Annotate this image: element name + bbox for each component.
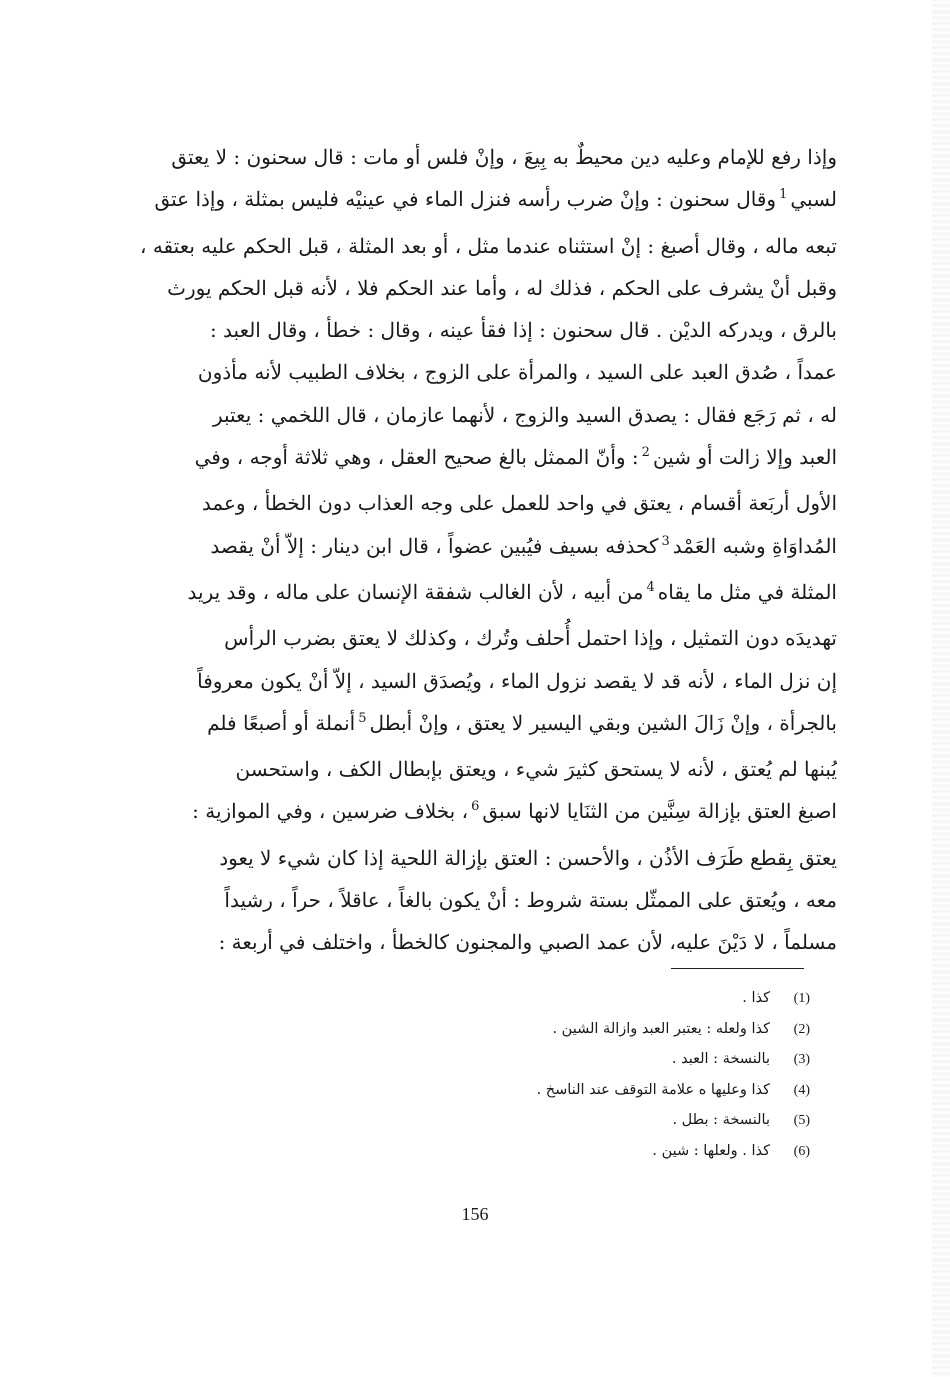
footnote-separator [671, 968, 804, 969]
page-number: 156 [461, 1204, 489, 1224]
text-line: تبعه ماله ، وقال أصبغ : إنْ استثناه عندما مثل ، أو بعد المثلة ، قبل الحكم عليه بعتقه ، [140, 233, 837, 258]
footnote-item [170, 1136, 810, 1167]
footnote-text: كذا وعليها ه علامة التوقف عند الناسخ . [536, 1081, 770, 1098]
text-segment: المثلة في مثل ما يقاه [657, 579, 837, 604]
text-line: له ، ثم رَجَع فقال : يصدق السيد والزوج ، لأنهما عازمان ، قال اللخمي : يعتبر [212, 402, 837, 427]
footnote-item [170, 1105, 810, 1136]
text-segment: من أبيه ، لأن الغالب شفقة الإنسان على ماله ، وقد يريد [187, 579, 644, 604]
footnote-text: كذا . [742, 990, 770, 1006]
footnote-number: (2) [793, 1021, 810, 1037]
text-line: معه ، ويُعتق على الممثّل بستة شروط : أنْ يكون بالغاً ، عاقلاً ، حراً ، رشيداً [224, 888, 837, 913]
footnote-number: (5) [793, 1113, 810, 1128]
text-segment: بالجرأة ، وإنْ زَالَ الشين وبقي اليسير لا يعتق ، وإنْ أبطل [369, 710, 837, 735]
text-segment: ، بخلاف ضرسين ، وفي الموازية : [192, 799, 469, 824]
text-line: إن نزل الماء ، لأنه قد لا يقصد نزول الماء ، ويُصدَق السيد ، إلاّ أنْ يكون معروفاً [197, 668, 837, 693]
footnote-item [170, 1044, 810, 1075]
footnote-item [170, 983, 810, 1014]
text-line [127, 790, 837, 836]
text-line: يُبنها لم يُعتق ، لأنه لا يستحق كثيرَ شيء ، ويعتق بإبطال الكف ، واستحسن [235, 757, 837, 782]
footnote-number: (3) [793, 1052, 810, 1067]
footnote-number: (6) [793, 1143, 810, 1159]
footnote-text: كذا ولعله : يعتبر العبد وازالة الشين . [552, 1020, 770, 1037]
text-line: مسلماً ، لا دَيْنَ عليه، لأن عمد الصبي والمجنون كالخطأ ، واختلف في أربعة : [218, 930, 837, 955]
footnote-number: (1) [793, 991, 810, 1006]
text-segment: العبد وإلا زالت أو شين [652, 445, 837, 470]
text-line: الأول أربَعة أقسام ، يعتق في واحد للعمل على وجه العذاب دون الخطأ ، وعمد [201, 491, 837, 516]
footnotes-list [170, 983, 810, 1166]
text-segment: لسبي [790, 187, 837, 212]
text-line [127, 178, 837, 224]
text-line: يعتق بِقطع طَرَف الأذُن ، والأحسن : العتق بإزالة اللحية إذا كان شيء لا يعود [219, 845, 837, 870]
text-line: بالرق ، ويدركه الديْن . قال سحنون : إذا فقأ عينه ، وقال : خطأ ، وقال العبد : [209, 318, 837, 343]
footnote-number: (4) [793, 1082, 810, 1098]
footnote-item [170, 1075, 810, 1106]
text-line: تهديدَه دون التمثيل ، وإذا احتمل أُحلف وتُرك ، وكذلك لا يعتق بضرب الرأس [224, 626, 837, 651]
text-line: وقبل أنْ يشرف على الحكم ، فذلك له ، وأما عند الحكم فلا ، لأنه قبل الحكم يورث [167, 275, 837, 300]
footnote-text: بالنسخة : بطل . [672, 1112, 770, 1128]
footnote-marker: 3 [661, 533, 670, 549]
scan-edge [932, 0, 950, 1377]
footnote-marker: 6 [471, 799, 480, 815]
text-segment: أنملة أو أصبعًا فلم [207, 710, 356, 735]
footnote-item [170, 1014, 810, 1045]
text-segment: كحذفه بسيف فيُبين عضواً ، قال ابن دينار : إلاّ أنْ يقصد [210, 533, 659, 558]
text-segment: اصبغ العتق بإزالة سِنَّين من الثنَايا لانها سبق [482, 799, 837, 824]
footnote-text: كذا . ولعلها : شين . [652, 1142, 770, 1159]
footnote-marker: 5 [358, 710, 367, 726]
text-segment: المُداوَاةِ وشبه العَمْد [672, 533, 837, 558]
text-line [127, 702, 837, 748]
footnote-text: بالنسخة : العبد . [671, 1051, 770, 1067]
text-line [127, 571, 837, 617]
footnote-marker: 2 [641, 445, 650, 461]
main-text [127, 136, 837, 964]
text-segment: وقال سحنون : وإنْ ضرب رأسه فنزل الماء في عينيْه فليس بمثلة ، وإذا عتق [154, 187, 777, 212]
footnote-marker: 1 [779, 187, 788, 203]
text-segment: : وأنّ الممثل بالغ صحيح العقل ، وهي ثلاثة أوجه ، وفي [194, 445, 639, 470]
text-line: عمداً ، صُدق العبد على السيد ، والمرأة على الزوج ، بخلاف الطبيب لأنه مأذون [197, 360, 837, 385]
text-line: وإذا رفع للإمام وعليه دين محيطٌ به بِيعَ ، وإنْ فلس أو مات : قال سحنون : لا يعتق [171, 145, 837, 169]
text-line [127, 436, 837, 482]
footnote-marker: 4 [646, 579, 655, 595]
text-line [127, 525, 837, 571]
